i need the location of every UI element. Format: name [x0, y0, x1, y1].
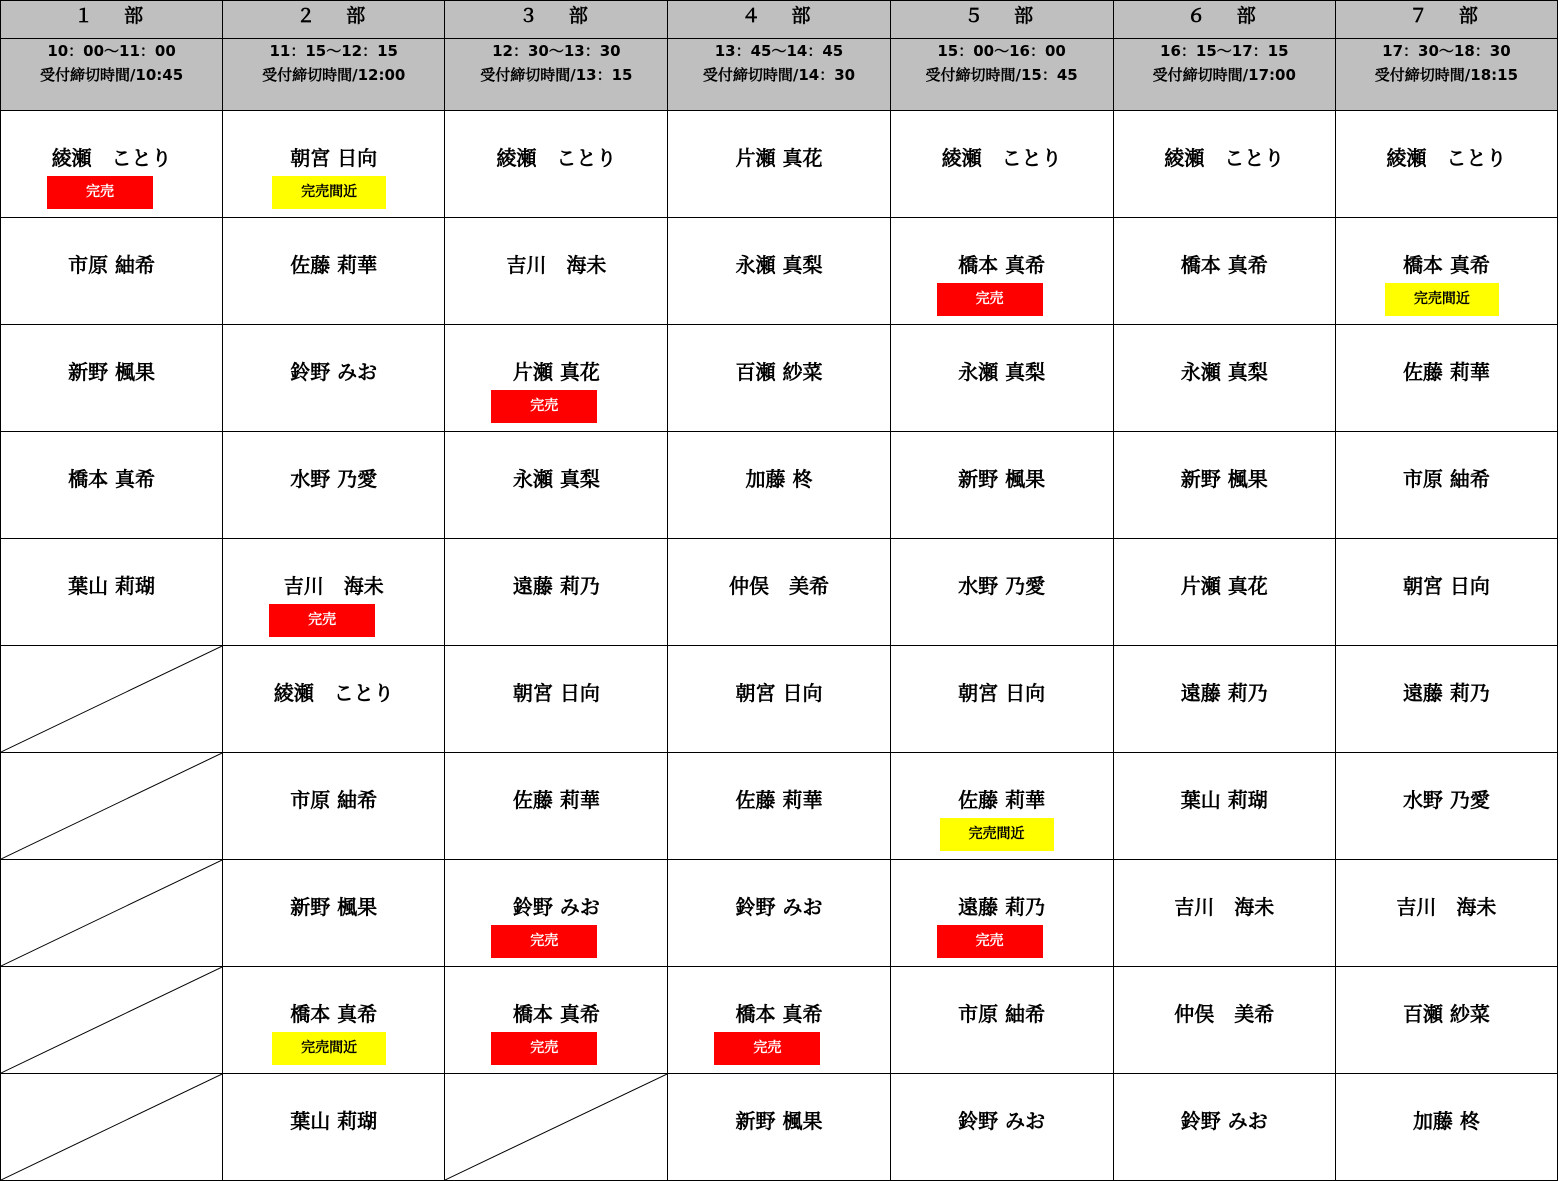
- talent-name: 朝宮 日向: [958, 681, 1046, 705]
- slot-cell: [890, 753, 1113, 860]
- talent-name: 橋本 真希: [958, 253, 1046, 277]
- slot-cell: [1335, 325, 1557, 432]
- talent-name: 朝宮 日向: [1402, 574, 1490, 598]
- part-time-cell: [1113, 39, 1335, 111]
- talent-name: 水野 乃愛: [958, 574, 1046, 598]
- almost-sold-out-badge: 完売間近: [272, 1032, 386, 1065]
- part-deadline: 受付締切時間/18:15: [1374, 66, 1519, 84]
- empty-slot: [1, 753, 223, 860]
- part-time-cell: [668, 39, 890, 111]
- slot-row: [1, 860, 1558, 967]
- slot-cell: [1, 111, 223, 218]
- talent-name: 遠藤 莉乃: [958, 895, 1046, 919]
- slot-cell: [1113, 1074, 1335, 1181]
- slot-cell: [668, 860, 890, 967]
- slot-cell: [223, 967, 445, 1074]
- part-label: ５ 部: [890, 1, 1113, 39]
- talent-name: 橋本 真希: [1402, 253, 1490, 277]
- talent-name: 綾瀬 ことり: [941, 146, 1062, 170]
- talent-name: 片瀬 真花: [512, 360, 600, 384]
- part-time-cell: [223, 39, 445, 111]
- talent-name: 綾瀬 ことり: [1164, 146, 1285, 170]
- sold-out-badge: 完売: [491, 1032, 597, 1065]
- slot-cell: [445, 860, 668, 967]
- talent-name: 綾瀬 ことり: [51, 146, 172, 170]
- part-label: ３ 部: [445, 1, 668, 39]
- part-time: 11：15〜12：15: [269, 42, 398, 60]
- slot-cell: [1113, 539, 1335, 646]
- slot-cell: [668, 539, 890, 646]
- slot-cell: [668, 218, 890, 325]
- diagonal-slash-icon: [1, 860, 222, 966]
- part-time: 12：30〜13：30: [492, 42, 621, 60]
- part-deadline: 受付締切時間/10:45: [39, 66, 184, 84]
- slot-cell: [223, 646, 445, 753]
- diagonal-slash-icon: [445, 1074, 667, 1180]
- talent-name: 綾瀬 ことり: [273, 681, 394, 705]
- slot-row: [1, 432, 1558, 539]
- talent-name: 綾瀬 ことり: [1386, 146, 1507, 170]
- almost-sold-out-badge: 完売間近: [1385, 283, 1499, 316]
- talent-name: 佐藤 莉華: [512, 788, 600, 812]
- talent-name: 新野 楓果: [68, 360, 156, 384]
- slot-cell: [445, 753, 668, 860]
- part-header-row: [1, 1, 1558, 39]
- talent-name: 永瀬 真梨: [735, 253, 823, 277]
- talent-name: 朝宮 日向: [290, 146, 378, 170]
- talent-name: 仲俣 美希: [728, 574, 829, 598]
- talent-name: 水野 乃愛: [1402, 788, 1490, 812]
- part-label: ７ 部: [1335, 1, 1557, 39]
- slot-cell: [223, 1074, 445, 1181]
- slot-cell: [668, 432, 890, 539]
- slot-row: [1, 111, 1558, 218]
- talent-name: 片瀬 真花: [1180, 574, 1268, 598]
- sold-out-badge: 完売: [491, 925, 597, 958]
- slot-cell: [1, 218, 223, 325]
- empty-slot: [1, 860, 223, 967]
- slot-cell: [668, 1074, 890, 1181]
- slot-cell: [1113, 860, 1335, 967]
- slot-cell: [1113, 111, 1335, 218]
- empty-slot: [1, 1074, 223, 1181]
- slot-cell: [223, 539, 445, 646]
- sold-out-badge: 完売: [937, 925, 1043, 958]
- part-label: ４ 部: [668, 1, 890, 39]
- talent-name: 橋本 真希: [1180, 253, 1268, 277]
- slot-cell: [1335, 218, 1557, 325]
- slot-cell: [1113, 325, 1335, 432]
- slot-body: [1, 111, 1558, 1181]
- part-time: 13：45〜14：45: [714, 42, 844, 60]
- talent-name: 百瀬 紗菜: [1402, 1002, 1490, 1026]
- talent-name: 新野 楓果: [735, 1109, 823, 1133]
- slot-cell: [890, 1074, 1113, 1181]
- talent-name: 鈴野 みお: [735, 895, 823, 919]
- part-label: ２ 部: [223, 1, 445, 39]
- almost-sold-out-badge: 完売間近: [940, 818, 1054, 851]
- slot-cell: [668, 753, 890, 860]
- slot-cell: [890, 325, 1113, 432]
- diagonal-slash-icon: [1, 1074, 222, 1180]
- slot-cell: [223, 860, 445, 967]
- slot-cell: [1335, 539, 1557, 646]
- talent-name: 葉山 莉瑚: [68, 574, 156, 598]
- slot-row: [1, 646, 1558, 753]
- empty-slot: [1, 646, 223, 753]
- talent-name: 加藤 柊: [1412, 1109, 1480, 1133]
- talent-name: 吉川 海未: [1396, 895, 1497, 919]
- part-label: ６ 部: [1113, 1, 1335, 39]
- talent-name: 葉山 莉瑚: [290, 1109, 378, 1133]
- slot-cell: [668, 967, 890, 1074]
- part-deadline: 受付締切時間/12:00: [262, 66, 406, 84]
- talent-name: 鈴野 みお: [1180, 1109, 1268, 1133]
- talent-name: 佐藤 莉華: [1402, 360, 1490, 384]
- slot-cell: [890, 539, 1113, 646]
- talent-name: 仲俣 美希: [1174, 1002, 1275, 1026]
- part-time-cell: [890, 39, 1113, 111]
- slot-cell: [1335, 967, 1557, 1074]
- sold-out-badge: 完売: [714, 1032, 820, 1065]
- slot-cell: [1335, 753, 1557, 860]
- part-label: １ 部: [1, 1, 223, 39]
- slot-cell: [1, 432, 223, 539]
- slot-cell: [1335, 432, 1557, 539]
- talent-name: 吉川 海未: [283, 574, 384, 598]
- slot-cell: [1113, 432, 1335, 539]
- slot-cell: [223, 218, 445, 325]
- slot-cell: [445, 111, 668, 218]
- slot-row: [1, 753, 1558, 860]
- part-deadline: 受付締切時間/15：45: [925, 66, 1078, 84]
- slot-cell: [668, 111, 890, 218]
- talent-name: 市原 紬希: [1402, 467, 1490, 491]
- talent-name: 鈴野 みお: [290, 360, 378, 384]
- talent-name: 水野 乃愛: [290, 467, 378, 491]
- slot-cell: [223, 753, 445, 860]
- talent-name: 片瀬 真花: [735, 146, 823, 170]
- slot-row: [1, 1074, 1558, 1181]
- talent-name: 朝宮 日向: [512, 681, 600, 705]
- slot-row: [1, 539, 1558, 646]
- slot-cell: [445, 218, 668, 325]
- slot-cell: [1113, 753, 1335, 860]
- slot-cell: [445, 432, 668, 539]
- slot-cell: [1335, 646, 1557, 753]
- talent-name: 百瀬 紗菜: [735, 360, 823, 384]
- talent-name: 市原 紬希: [68, 253, 156, 277]
- slot-row: [1, 325, 1558, 432]
- slot-cell: [1, 539, 223, 646]
- part-time-cell: [445, 39, 668, 111]
- sold-out-badge: 完売: [491, 390, 597, 423]
- slot-cell: [1335, 860, 1557, 967]
- talent-name: 遠藤 莉乃: [1402, 681, 1490, 705]
- talent-name: 橋本 真希: [512, 1002, 600, 1026]
- empty-slot: [1, 967, 223, 1074]
- slot-cell: [890, 646, 1113, 753]
- slot-row: [1, 218, 1558, 325]
- slot-row: [1, 967, 1558, 1074]
- part-time: 15：00〜16：00: [937, 42, 1066, 60]
- talent-name: 永瀬 真梨: [958, 360, 1046, 384]
- talent-name: 佐藤 莉華: [290, 253, 378, 277]
- talent-name: 吉川 海未: [1174, 895, 1275, 919]
- slot-cell: [445, 967, 668, 1074]
- slot-cell: [1113, 218, 1335, 325]
- talent-name: 遠藤 莉乃: [1180, 681, 1268, 705]
- talent-name: 新野 楓果: [958, 467, 1046, 491]
- talent-name: 加藤 柊: [745, 467, 813, 491]
- slot-cell: [890, 860, 1113, 967]
- slot-cell: [668, 325, 890, 432]
- slot-cell: [223, 432, 445, 539]
- talent-name: 橋本 真希: [735, 1002, 823, 1026]
- slot-cell: [1113, 967, 1335, 1074]
- slot-cell: [223, 111, 445, 218]
- part-time: 16：15〜17：15: [1160, 42, 1289, 60]
- slot-cell: [890, 432, 1113, 539]
- talent-name: 市原 紬希: [290, 788, 378, 812]
- slot-cell: [890, 218, 1113, 325]
- slot-cell: [445, 325, 668, 432]
- talent-name: 佐藤 莉華: [958, 788, 1046, 812]
- part-deadline: 受付締切時間/13：15: [480, 66, 633, 84]
- talent-name: 葉山 莉瑚: [1180, 788, 1268, 812]
- talent-name: 朝宮 日向: [735, 681, 823, 705]
- slot-cell: [890, 111, 1113, 218]
- diagonal-slash-icon: [1, 753, 222, 859]
- slot-cell: [1113, 646, 1335, 753]
- slot-cell: [890, 967, 1113, 1074]
- slot-cell: [668, 646, 890, 753]
- slot-cell: [1335, 1074, 1557, 1181]
- talent-name: 遠藤 莉乃: [512, 574, 600, 598]
- part-time: 17：30〜18：30: [1382, 42, 1511, 60]
- part-deadline: 受付締切時間/14：30: [702, 66, 856, 84]
- talent-name: 永瀬 真梨: [1180, 360, 1268, 384]
- talent-name: 綾瀬 ことり: [496, 146, 617, 170]
- talent-name: 橋本 真希: [68, 467, 156, 491]
- time-row: [1, 39, 1558, 111]
- part-deadline: 受付締切時間/17:00: [1152, 66, 1296, 84]
- talent-name: 鈴野 みお: [512, 895, 600, 919]
- empty-slot: [445, 1074, 668, 1181]
- part-time: 10：00〜11：00: [47, 42, 176, 60]
- talent-name: 佐藤 莉華: [735, 788, 823, 812]
- part-time-cell: [1335, 39, 1557, 111]
- slot-cell: [223, 325, 445, 432]
- talent-name: 橋本 真希: [290, 1002, 378, 1026]
- slot-cell: [1335, 111, 1557, 218]
- slot-cell: [1, 325, 223, 432]
- talent-name: 市原 紬希: [958, 1002, 1046, 1026]
- sold-out-badge: 完売: [269, 604, 375, 637]
- diagonal-slash-icon: [1, 967, 222, 1073]
- talent-name: 鈴野 みお: [958, 1109, 1046, 1133]
- slot-cell: [445, 646, 668, 753]
- part-time-cell: [1, 39, 223, 111]
- almost-sold-out-badge: 完売間近: [272, 176, 386, 209]
- talent-name: 新野 楓果: [290, 895, 378, 919]
- sold-out-badge: 完売: [47, 176, 153, 209]
- slot-cell: [445, 539, 668, 646]
- talent-name: 新野 楓果: [1180, 467, 1268, 491]
- sold-out-badge: 完売: [937, 283, 1043, 316]
- talent-name: 永瀬 真梨: [512, 467, 600, 491]
- talent-name: 吉川 海未: [506, 253, 607, 277]
- diagonal-slash-icon: [1, 646, 222, 752]
